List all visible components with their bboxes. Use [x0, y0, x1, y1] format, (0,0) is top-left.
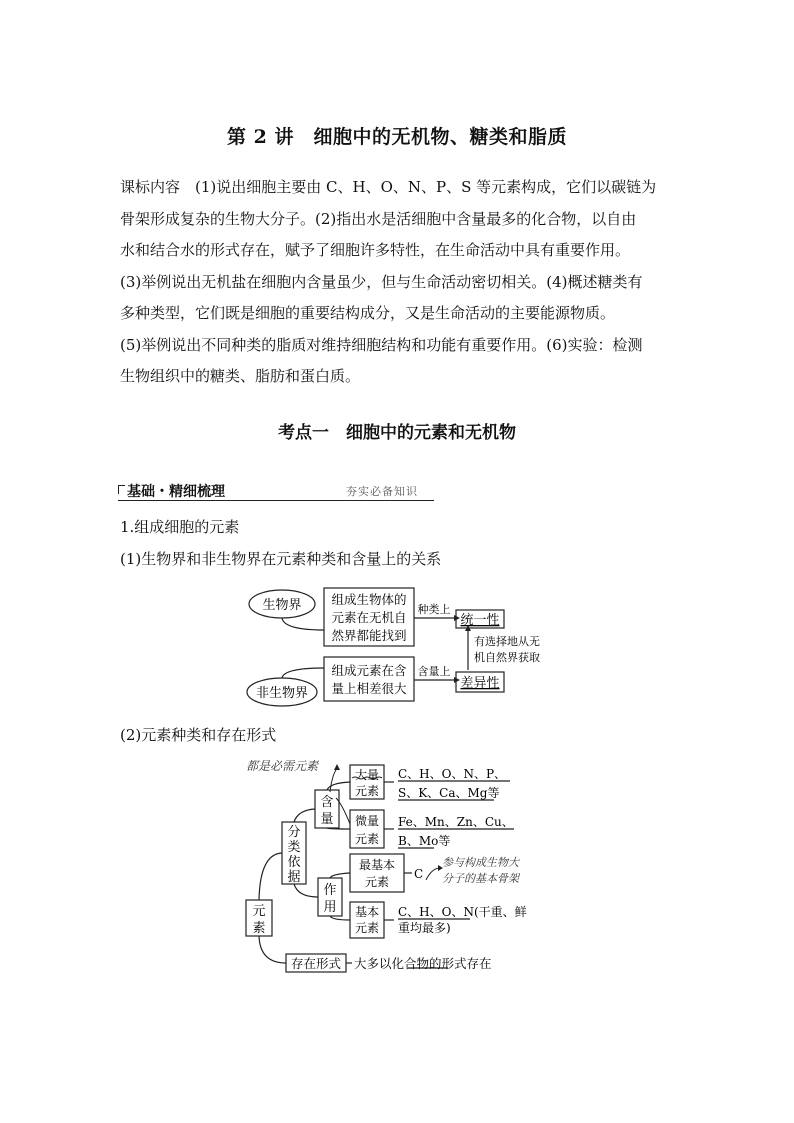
box2-line: 量上相差很大 — [331, 681, 407, 696]
bar-title: 基础・精细梳理 — [127, 484, 225, 500]
difference-label: 差异性 — [460, 676, 500, 691]
major-list-line: C、H、O、N、P、 — [398, 767, 507, 781]
major-list-line: S、K、Ca、Mg等 — [398, 786, 500, 800]
paragraph-line: 水和结合水的形式存在，赋予了细胞许多特性，在生命活动中具有重要作用。 — [120, 241, 631, 259]
form-desc-part: 大多以 — [354, 956, 392, 971]
content-label: 含量上 — [417, 665, 451, 678]
note-c-line: 参与构成生物大 — [442, 856, 519, 869]
major-box-line: 元素 — [354, 784, 380, 798]
form-box-label: 存在形式 — [290, 956, 342, 971]
classify-char: 分 — [287, 825, 301, 840]
most-basic-box-line: 最基本 — [358, 858, 396, 872]
function-char: 用 — [323, 900, 337, 915]
mid-note-line: 机自然界获取 — [474, 651, 540, 664]
paragraph-line: (5)举例说出不同种类的脂质对维持细胞结构和功能有重要作用。(6)实验：检测 — [120, 335, 643, 354]
paragraph-line: (3)举例说出无机盐在细胞内含量虽少，但与生命活动密切相关。(4)概述糖类有 — [120, 272, 643, 291]
heading-types: (2)元素种类和存在形式 — [120, 726, 277, 744]
trace-box-line: 微量 — [354, 814, 380, 828]
box1-line: 元素在无机自 — [331, 610, 407, 625]
trace-box-line: 元素 — [354, 832, 380, 846]
basic-box-line: 基本 — [354, 905, 380, 919]
function-char: 作 — [323, 883, 337, 898]
relationship-diagram — [240, 582, 570, 712]
bar-corner-mark — [118, 485, 125, 494]
classify-char: 据 — [287, 870, 301, 885]
trace-list-line: Fe、Mn、Zn、Cu、 — [398, 815, 514, 829]
nonbio-label: 非生物界 — [255, 686, 309, 701]
heading-relationship: (1)生物界和非生物界在元素种类和含量上的关系 — [120, 550, 442, 568]
content-char: 含 — [320, 795, 334, 810]
basic-box-line: 元素 — [354, 921, 380, 935]
box2-line: 组成元素在含 — [331, 663, 407, 678]
section-title: 考点一 细胞中的元素和无机物 — [278, 423, 516, 443]
curriculum-paragraph — [120, 172, 680, 393]
most-basic-value: C — [414, 867, 424, 881]
box1-line: 组成生物体的 — [331, 592, 407, 607]
element-classification-diagram — [242, 756, 552, 978]
form-desc-part: 的形式存在 — [429, 956, 492, 971]
paragraph-line: 生物组织中的糖类、脂肪和蛋白质。 — [120, 367, 361, 385]
content-char: 量 — [320, 812, 334, 827]
basic-value-line: C、H、O、N(干重、鲜 — [398, 905, 527, 919]
root-char: 元 — [252, 904, 266, 919]
classify-char: 类 — [287, 840, 301, 855]
note-essential: 都是必需元素 — [246, 759, 319, 773]
classify-char: 依 — [287, 855, 301, 870]
page-title: 第 2 讲 细胞中的无机物、糖类和脂质 — [227, 126, 567, 148]
paragraph-line: 骨架形成复杂的生物大分子。(2)指出水是活细胞中含量最多的化合物，以自由 — [120, 209, 637, 228]
root-char: 素 — [252, 921, 266, 936]
note-c-line: 分子的基本骨架 — [442, 872, 519, 885]
paragraph-line: 多种类型，它们既是细胞的重要结构成分，又是生命活动的主要能源物质。 — [120, 304, 616, 322]
paragraph-line: 课标内容 (1)说出细胞主要由 C、H、O、N、P、S 等元素构成，它们以碳链为 — [120, 178, 657, 196]
section-bar — [118, 481, 434, 501]
unity-label: 统一性 — [460, 613, 500, 628]
bar-underline — [118, 500, 434, 501]
mid-note-line: 有选择地从无 — [474, 635, 540, 648]
most-basic-box-line: 元素 — [364, 875, 390, 889]
form-desc-compound: 化合物 — [391, 956, 430, 971]
bar-subtitle: 夯实必备知识 — [346, 485, 418, 498]
bio-label: 生物界 — [262, 598, 302, 613]
form-description — [354, 956, 492, 971]
trace-list-line: B、Mo等 — [398, 834, 451, 848]
basic-value-line: 重均最多) — [398, 921, 451, 935]
heading-elements: 1.组成细胞的元素 — [120, 518, 240, 536]
major-box-line: 大量 — [354, 768, 380, 782]
box1-line: 然界都能找到 — [331, 628, 407, 643]
category-label: 种类上 — [417, 603, 451, 616]
